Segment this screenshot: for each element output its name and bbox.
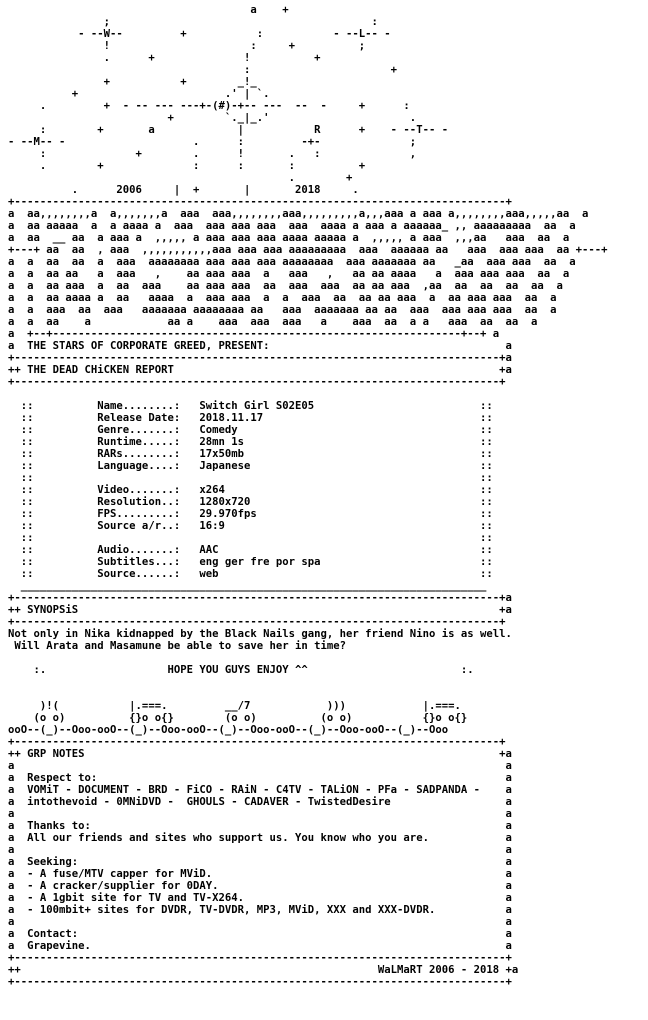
nfo-line: :. HOPE YOU GUYS ENJOY ^^ :. [8,664,474,676]
nfo-line: : + . ! . : , [8,148,417,160]
nfo-line: +----------------------------------------------------------------------------+ [8,616,506,628]
nfo-line: + `._|_.' . [8,112,417,124]
nfo-line: - --W-- + : - --L-- - [8,28,391,40]
nfo-line: :: Runtime.....: 28mn 1s :: [8,436,493,448]
nfo-line: a VOMiT - DOCUMENT - BRD - FiCO - RAiN - C4TV - TALiON - PFa - SADPANDA - a [8,784,512,796]
nfo-line: :: :: [8,472,493,484]
nfo-line: a aa aaaaa a a aaaa a aaa aaa aaa aaa aaa aaaa a aaa a aaaaaa_ ,, aaaaaaaaa aa a [8,220,576,232]
nfo-line: a a [8,808,512,820]
nfo-line: ; : [8,16,378,28]
nfo-line: . + : : : + [8,160,366,172]
nfo-line: - --M-- - . : -+- ; [8,136,417,148]
nfo-line: a a aa a aa a aaa aaa aaa a aaa aa a a aaa aa aa a [8,316,538,328]
nfo-line: Not only in Nika kidnapped by the Black Nails gang, her friend Nino is as well. [8,628,512,640]
nfo-line: :: Language....: Japanese :: [8,460,493,472]
nfo-line: a Grapevine. a [8,940,512,952]
nfo-line [8,676,648,688]
nfo-line: a - A cracker/supplier for 0DAY. a [8,880,512,892]
nfo-line: : + [8,64,398,76]
nfo-line: +----------------------------------------------------------------------------+ [8,376,506,388]
nfo-line: a - 100mbit+ sites for DVDR, TV-DVDR, MP3, MViD, XXX and XXX-DVDR. a [8,904,512,916]
nfo-line: :: Release Date: 2018.11.17 :: [8,412,493,424]
nfo-line: : + a | R + - --T-- - [8,124,449,136]
nfo-line: a + [8,4,289,16]
nfo-line: a a aa aa a aaa aaaaaaaa aaa aaa aaa aaaaaaaa aaa aaaaaaa aa _aa aaa aaa aa a [8,256,576,268]
nfo-line: a THE STARS OF CORPORATE GREED, PRESENT: a [8,340,512,352]
nfo-line: Will Arata and Masamune be able to save her in time? [8,640,347,652]
nfo-line: a - A 1gbit site for TV and TV-X264. a [8,892,512,904]
nfo-line: . + - -- --- ---+-(#)-+-- --- -- - + : [8,100,410,112]
nfo-line: (o o) {}o o{} (o o) (o o) {}o o{} [8,712,468,724]
nfo-line: _________________________________________________________________________ [8,580,487,592]
nfo-line: a a [8,844,512,856]
nfo-line: a Contact: a [8,928,512,940]
nfo-line: :: Subtitles...: eng ger fre por spa :: [8,556,493,568]
nfo-line: :: :: [8,532,493,544]
nfo-line: ++ GRP NOTES +a [8,748,512,760]
nfo-line: a a aaa aa aaa aaaaaaa aaaaaaaa aa aaa aaaaaaa aa aa aaa aaa aaa aaa aa a [8,304,557,316]
nfo-line: a aa __ aa a aaa a ,,,,, a aaa aaa aaa aaaa aaaaa a ,,,,, a aaa ,,,aa aaa aa a [8,232,570,244]
nfo-line: +---+ aa aa , aaa ,,,,,,,,,,,aaa aaa aaa aaaaaaaaa aaa aaaaaa aa aaa aaa aaa aa +---+ [8,244,608,256]
nfo-line: a aa,,,,,,,,a a,,,,,,,a aaa aaa,,,,,,,,aaa,,,,,,,,,a,,,aaa a aaa a,,,,,,,,aaa,,,,,aa a [8,208,589,220]
nfo-line: ! : + ; [8,40,366,52]
nfo-line: :: FPS.........: 29.970fps :: [8,508,493,520]
nfo-line: :: Source......: web :: [8,568,493,580]
nfo-line: )!( |.===. __/7 ))) |.===. [8,700,461,712]
nfo-line: . 2006 | + | 2018 . [8,184,359,196]
nfo-line: a - A fuse/MTV capper for MViD. a [8,868,512,880]
nfo-line: :: Name........: Switch Girl S02E05 :: [8,400,493,412]
nfo-line: a a aa aaa a aa aaa aa aaa aaa aa aaa aaa aa aa aaa ,aa aa aa aa aa a [8,280,563,292]
nfo-line: a a [8,760,512,772]
nfo-line: ++ WaLMaRT 2006 - 2018 +a [8,964,519,976]
nfo-line [8,652,648,664]
nfo-line: + + _!_ [8,76,257,88]
nfo-line: a a [8,916,512,928]
nfo-line: ++ SYNOPSiS +a [8,604,512,616]
nfo-line: +----------------------------------------------------------------------------+ [8,736,506,748]
nfo-line: +-----------------------------------------------------------------------------+ [8,196,512,208]
nfo-line: :: Source a/r..: 16:9 :: [8,520,493,532]
nfo-line [8,688,648,700]
nfo-line: +----------------------------------------------------------------------------+a [8,592,512,604]
nfo-line: +-----------------------------------------------------------------------------+ [8,952,512,964]
nfo-line: a Respect to: a [8,772,512,784]
nfo-line: . + [8,172,353,184]
nfo-line: + .' | `. [8,88,270,100]
nfo-line: :: Video.......: x264 :: [8,484,493,496]
nfo-line: . + ! + [8,52,321,64]
nfo-line: a intothevoid - 0MNiDVD - GHOULS - CADAVER - TwistedDesire a [8,796,512,808]
nfo-line: :: Audio.......: AAC :: [8,544,493,556]
nfo-line: +----------------------------------------------------------------------------+a [8,352,512,364]
nfo-line: :: RARs........: 17x50mb :: [8,448,493,460]
nfo-line: +-----------------------------------------------------------------------------+ [8,976,512,988]
nfo-line [8,388,648,400]
nfo-line: ooO--(_)--Ooo-ooO--(_)--Ooo-ooO--(_)--Ooo-ooO--(_)--Ooo-ooO--(_)--Ooo [8,724,449,736]
nfo-line: a a aa aa a aaa , aa aaa aaa a aaa , aa aa aaaa a aaa aaa aaa aa a [8,268,570,280]
nfo-line: :: Resolution..: 1280x720 :: [8,496,493,508]
nfo-line: a a aa aaaa a aa aaaa a aaa aaa a a aaa aa aa aa aaa a aa aaa aaa aa a [8,292,557,304]
nfo-line: a All our friends and sites who support us. You know who you are. a [8,832,512,844]
nfo-line: a Thanks to: a [8,820,512,832]
nfo-line: a Seeking: a [8,856,512,868]
nfo-line: a +--+----------------------------------------------------------------+--+ a [8,328,500,340]
nfo-line: ++ THE DEAD CHiCKEN REPORT +a [8,364,512,376]
nfo-line: :: Genre.......: Comedy :: [8,424,493,436]
